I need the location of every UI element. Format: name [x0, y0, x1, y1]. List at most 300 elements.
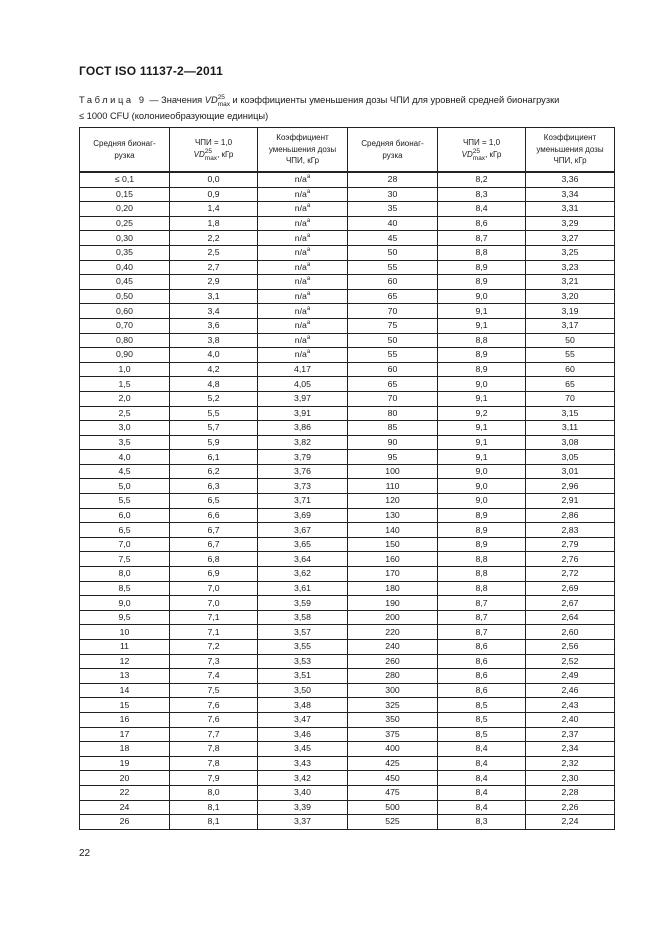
table-cell: 3,62	[258, 567, 348, 582]
table-row	[80, 683, 615, 698]
footnote-mark: a	[306, 349, 311, 356]
table-row	[80, 537, 615, 552]
table-cell: 3,71	[258, 494, 348, 509]
table-row	[80, 245, 615, 260]
table-row	[80, 712, 615, 727]
table-cell: 8,4	[438, 800, 526, 815]
table-cell: 5,2	[170, 391, 258, 406]
document-header: ГОСТ ISO 11137-2—2011	[79, 64, 223, 78]
table-cell: 8,5	[438, 727, 526, 742]
table-cell: 8,9	[438, 260, 526, 275]
table-cell: 90	[348, 435, 438, 450]
table-cell: 180	[348, 581, 438, 596]
table-cell: 3,27	[526, 231, 615, 246]
table-cell: 2,83	[526, 523, 615, 538]
table-cell: 16	[80, 712, 170, 727]
table-cell: 5,9	[170, 435, 258, 450]
table-cell: 2,52	[526, 654, 615, 669]
table-cell: 3,65	[258, 537, 348, 552]
header-vd-max: ЧПИ = 1,0 VD 25 max , кГр	[170, 128, 258, 173]
table-cell: 70	[348, 391, 438, 406]
table-cell: 4,05	[258, 377, 348, 392]
table-cell: 3,0	[80, 421, 170, 436]
table-cell: 3,43	[258, 756, 348, 771]
table-cell: 9,0	[80, 596, 170, 611]
table-cell: 2,5	[170, 245, 258, 260]
table-cell: 17	[80, 727, 170, 742]
table-cell: 2,46	[526, 683, 615, 698]
table-cell: 7,6	[170, 698, 258, 713]
table-cell: 3,59	[258, 596, 348, 611]
table-cell: 8,3	[438, 815, 526, 830]
table-cell: 3,6	[170, 318, 258, 333]
table-cell: 400	[348, 742, 438, 757]
table-cell: n/a$^a$	[258, 187, 348, 202]
table-cell: 3,67	[258, 523, 348, 538]
table-cell: 0,45	[80, 275, 170, 290]
table-cell: 1,0	[80, 362, 170, 377]
table-cell: n/a$^a$	[258, 231, 348, 246]
table-cell: 8,1	[170, 815, 258, 830]
table-cell: 7,5	[170, 683, 258, 698]
table-cell: 190	[348, 596, 438, 611]
table-cell: 150	[348, 537, 438, 552]
table-cell: 3,46	[258, 727, 348, 742]
table-cell: 9,1	[438, 304, 526, 319]
caption-text-after: и коэффициенты уменьшения дозы ЧПИ для уровней средней бионагрузки	[229, 95, 560, 105]
table-row	[80, 216, 615, 231]
table-cell: 55	[348, 348, 438, 363]
table-cell: 3,01	[526, 464, 615, 479]
table-cell: 5,0	[80, 479, 170, 494]
table-cell: 2,9	[170, 275, 258, 290]
footnote-mark: a	[306, 261, 311, 268]
table-body	[80, 172, 615, 829]
table-cell: 60	[348, 275, 438, 290]
table-cell: 50	[348, 333, 438, 348]
table-cell: 9,1	[438, 318, 526, 333]
table-cell: 3,69	[258, 508, 348, 523]
table-row	[80, 348, 615, 363]
table-cell: 325	[348, 698, 438, 713]
table-cell: 280	[348, 669, 438, 684]
table-cell: 7,0	[170, 596, 258, 611]
table-cell: 2,96	[526, 479, 615, 494]
table-row	[80, 289, 615, 304]
table-cell: 3,23	[526, 260, 615, 275]
caption-text-before: Значения	[161, 95, 205, 105]
table-cell: 9,5	[80, 610, 170, 625]
table-cell: 3,73	[258, 479, 348, 494]
table-cell: 3,53	[258, 654, 348, 669]
table-cell: 3,21	[526, 275, 615, 290]
table-cell: 0,0	[170, 172, 258, 187]
table-cell: n/a$^a$	[258, 202, 348, 217]
table-cell: 7,4	[170, 669, 258, 684]
table-row	[80, 669, 615, 684]
table-cell: 8,6	[438, 669, 526, 684]
table-cell: 3,05	[526, 450, 615, 465]
table-cell: 4,2	[170, 362, 258, 377]
table-row	[80, 610, 615, 625]
table-cell: 3,51	[258, 669, 348, 684]
table-cell: 120	[348, 494, 438, 509]
table-cell: 8,7	[438, 596, 526, 611]
table-cell: 2,26	[526, 800, 615, 815]
table-cell: 2,60	[526, 625, 615, 640]
table-cell: 500	[348, 800, 438, 815]
table-cell: 525	[348, 815, 438, 830]
caption-line2: ≤ 1000 CFU (колониеобразующие единицы)	[79, 111, 269, 121]
table-cell: 425	[348, 756, 438, 771]
table-row	[80, 318, 615, 333]
table-cell: 28	[348, 172, 438, 187]
table-cell: 18	[80, 742, 170, 757]
table-cell: 300	[348, 683, 438, 698]
page-number: 22	[79, 848, 91, 859]
table-cell: 170	[348, 567, 438, 582]
header-bioburden-2: Средняя бионаг-рузка	[348, 128, 438, 173]
table-row	[80, 581, 615, 596]
table-cell: 8,8	[438, 567, 526, 582]
footnote-mark: a	[306, 189, 311, 195]
table-cell: n/a$^a$	[258, 245, 348, 260]
table-row	[80, 202, 615, 217]
table-cell: 30	[348, 187, 438, 202]
table-cell: n/a$^a$	[258, 216, 348, 231]
table-cell: 0,90	[80, 348, 170, 363]
table-row	[80, 435, 615, 450]
table-cell: 35	[348, 202, 438, 217]
table-cell: 3,34	[526, 187, 615, 202]
table-cell: 8,8	[438, 245, 526, 260]
table-row	[80, 479, 615, 494]
table-cell: 2,64	[526, 610, 615, 625]
footnote-mark: a	[306, 276, 311, 283]
table-row	[80, 362, 615, 377]
table-cell: 375	[348, 727, 438, 742]
table-cell: 2,69	[526, 581, 615, 596]
table-cell: 0,80	[80, 333, 170, 348]
table-cell: 8,0	[170, 785, 258, 800]
table-cell: 8,1	[170, 800, 258, 815]
table-cell: 50	[348, 245, 438, 260]
table-cell: 3,48	[258, 698, 348, 713]
table-row	[80, 654, 615, 669]
table-cell: n/a$^a$	[258, 275, 348, 290]
table-cell: 2,76	[526, 552, 615, 567]
footnote-mark: a	[306, 174, 311, 181]
caption-vd-sup: 25	[217, 93, 225, 101]
table-cell: 3,19	[526, 304, 615, 319]
table-cell: 2,67	[526, 596, 615, 611]
table-cell: 3,29	[526, 216, 615, 231]
table-cell: n/a$^a$	[258, 348, 348, 363]
table-cell: 3,4	[170, 304, 258, 319]
table-cell: 6,8	[170, 552, 258, 567]
table-row	[80, 800, 615, 815]
footnote-mark: a	[306, 320, 311, 327]
table-row	[80, 377, 615, 392]
table-cell: 5,7	[170, 421, 258, 436]
table-cell: 8,8	[438, 552, 526, 567]
table-cell: 9,0	[438, 464, 526, 479]
table-cell: 4,17	[258, 362, 348, 377]
table-cell: 55	[526, 348, 615, 363]
table-cell: 3,79	[258, 450, 348, 465]
table-cell: 8,7	[438, 231, 526, 246]
footnote-mark: a	[306, 334, 311, 341]
table-cell: 8,6	[438, 654, 526, 669]
table-row	[80, 391, 615, 406]
table-caption	[79, 92, 614, 124]
table-cell: 8,6	[438, 216, 526, 231]
table-cell: 3,55	[258, 640, 348, 655]
table-cell: 4,5	[80, 464, 170, 479]
table-cell: 9,0	[438, 479, 526, 494]
table-cell: 9,0	[438, 494, 526, 509]
table-cell: 26	[80, 815, 170, 830]
footnote-mark: a	[306, 247, 311, 254]
table-cell: 8,4	[438, 202, 526, 217]
header-dose-factor: Коэффициент уменьшения дозы ЧПИ, кГр	[258, 128, 348, 173]
table-cell: 70	[526, 391, 615, 406]
caption-vd-sub: max	[217, 100, 230, 108]
table-cell: 3,42	[258, 771, 348, 786]
table-cell: 9,0	[438, 289, 526, 304]
table-cell: 45	[348, 231, 438, 246]
table-cell: 3,40	[258, 785, 348, 800]
table-cell: 8,5	[438, 698, 526, 713]
table-cell: 0,25	[80, 216, 170, 231]
table-row	[80, 421, 615, 436]
table-row	[80, 187, 615, 202]
table-cell: 3,11	[526, 421, 615, 436]
table-cell: 2,37	[526, 727, 615, 742]
table-cell: 3,47	[258, 712, 348, 727]
table-row	[80, 231, 615, 246]
table-cell: 8,5	[438, 712, 526, 727]
table-cell: 7,5	[80, 552, 170, 567]
table-cell: 9,1	[438, 391, 526, 406]
table-cell: 12	[80, 654, 170, 669]
table-cell: 8,7	[438, 610, 526, 625]
table-cell: 14	[80, 683, 170, 698]
footnote-mark: a	[306, 232, 311, 239]
table-cell: 3,08	[526, 435, 615, 450]
table-cell: 3,50	[258, 683, 348, 698]
table-cell: 0,35	[80, 245, 170, 260]
table-cell: 1,5	[80, 377, 170, 392]
table-cell: 4,8	[170, 377, 258, 392]
table-cell: 2,86	[526, 508, 615, 523]
data-table	[79, 127, 615, 830]
table-cell: 2,30	[526, 771, 615, 786]
table-row	[80, 698, 615, 713]
table-cell: 350	[348, 712, 438, 727]
table-cell: 2,0	[80, 391, 170, 406]
table-cell: 8,9	[438, 348, 526, 363]
table-cell: 1,8	[170, 216, 258, 231]
table-cell: 8,8	[438, 333, 526, 348]
table-cell: 3,57	[258, 625, 348, 640]
table-cell: 100	[348, 464, 438, 479]
table-cell: 140	[348, 523, 438, 538]
table-cell: 475	[348, 785, 438, 800]
table-cell: 7,9	[170, 771, 258, 786]
table-cell: 8,6	[438, 683, 526, 698]
table-cell: 8,7	[438, 625, 526, 640]
table-cell: 6,5	[170, 494, 258, 509]
table-cell: 6,7	[170, 537, 258, 552]
table-cell: 0,70	[80, 318, 170, 333]
table-cell: 8,8	[438, 581, 526, 596]
table-row	[80, 640, 615, 655]
table-cell: 3,39	[258, 800, 348, 815]
table-row	[80, 727, 615, 742]
table-cell: 3,31	[526, 202, 615, 217]
table-cell: 110	[348, 479, 438, 494]
table-cell: 0,60	[80, 304, 170, 319]
table-cell: 10	[80, 625, 170, 640]
table-cell: 8,4	[438, 756, 526, 771]
table-cell: 0,15	[80, 187, 170, 202]
table-cell: 3,5	[80, 435, 170, 450]
table-cell: 3,25	[526, 245, 615, 260]
table-cell: 240	[348, 640, 438, 655]
table-cell: 7,1	[170, 610, 258, 625]
footnote-mark: a	[306, 291, 311, 298]
table-cell: 7,7	[170, 727, 258, 742]
table-cell: 8,9	[438, 537, 526, 552]
table-row	[80, 742, 615, 757]
table-cell: ≤ 0,1	[80, 172, 170, 187]
table-cell: 2,49	[526, 669, 615, 684]
table-cell: 55	[348, 260, 438, 275]
table-cell: 80	[348, 406, 438, 421]
table-cell: 60	[348, 362, 438, 377]
table-cell: 0,40	[80, 260, 170, 275]
table-cell: 70	[348, 304, 438, 319]
table-cell: 24	[80, 800, 170, 815]
table-cell: 1,4	[170, 202, 258, 217]
table-cell: 3,97	[258, 391, 348, 406]
table-cell: 9,0	[438, 377, 526, 392]
table-cell: 160	[348, 552, 438, 567]
table-cell: n/a$^a$	[258, 304, 348, 319]
table-row	[80, 450, 615, 465]
table-cell: 0,50	[80, 289, 170, 304]
table-row	[80, 756, 615, 771]
table-cell: n/a$^a$	[258, 172, 348, 187]
table-cell: 8,0	[80, 567, 170, 582]
table-cell: 450	[348, 771, 438, 786]
table-cell: 6,2	[170, 464, 258, 479]
table-cell: 0,30	[80, 231, 170, 246]
table-row	[80, 260, 615, 275]
table-cell: 3,15	[526, 406, 615, 421]
table-cell: 6,7	[170, 523, 258, 538]
table-cell: 3,36	[526, 172, 615, 187]
table-cell: 8,3	[438, 187, 526, 202]
table-row	[80, 304, 615, 319]
table-cell: 3,8	[170, 333, 258, 348]
table-cell: 19	[80, 756, 170, 771]
table-cell: 8,9	[438, 508, 526, 523]
table-cell: 5,5	[80, 494, 170, 509]
table-cell: n/a$^a$	[258, 289, 348, 304]
table-row	[80, 625, 615, 640]
table-row	[80, 333, 615, 348]
table-cell: 20	[80, 771, 170, 786]
table-cell: 2,28	[526, 785, 615, 800]
table-cell: 130	[348, 508, 438, 523]
table-row	[80, 523, 615, 538]
table-cell: 6,1	[170, 450, 258, 465]
table-cell: 9,2	[438, 406, 526, 421]
table-cell: 8,4	[438, 771, 526, 786]
table-row	[80, 552, 615, 567]
caption-dash: —	[146, 95, 162, 105]
table-cell: 2,2	[170, 231, 258, 246]
table-cell: 9,1	[438, 450, 526, 465]
table-cell: 5,5	[170, 406, 258, 421]
table-cell: 7,8	[170, 756, 258, 771]
table-cell: n/a$^a$	[258, 260, 348, 275]
table-row	[80, 815, 615, 830]
table-row	[80, 771, 615, 786]
table-cell: 3,45	[258, 742, 348, 757]
table-cell: 40	[348, 216, 438, 231]
table-cell: 9,1	[438, 435, 526, 450]
table-cell: 3,1	[170, 289, 258, 304]
table-row	[80, 464, 615, 479]
table-cell: 50	[526, 333, 615, 348]
table-cell: 6,9	[170, 567, 258, 582]
table-cell: 6,3	[170, 479, 258, 494]
header-dose-factor-2: Коэффициент уменьшения дозы ЧПИ, кГр	[526, 128, 615, 173]
table-cell: 3,91	[258, 406, 348, 421]
table-row	[80, 406, 615, 421]
table-row	[80, 275, 615, 290]
table-cell: 7,0	[170, 581, 258, 596]
table-cell: 8,9	[438, 275, 526, 290]
table-cell: 9,1	[438, 421, 526, 436]
table-cell: 15	[80, 698, 170, 713]
table-cell: 2,79	[526, 537, 615, 552]
table-cell: 0,9	[170, 187, 258, 202]
table-cell: 2,43	[526, 698, 615, 713]
table-cell: 85	[348, 421, 438, 436]
table-cell: 0,20	[80, 202, 170, 217]
table-cell: 95	[348, 450, 438, 465]
caption-vd-symbol: VD	[204, 95, 218, 105]
table-cell: 260	[348, 654, 438, 669]
table-row	[80, 596, 615, 611]
table-cell: 200	[348, 610, 438, 625]
table-cell: 2,32	[526, 756, 615, 771]
table-cell: 3,64	[258, 552, 348, 567]
table-cell: 7,2	[170, 640, 258, 655]
table-cell: 2,34	[526, 742, 615, 757]
table-cell: 7,3	[170, 654, 258, 669]
table-row	[80, 172, 615, 187]
footnote-mark: a	[306, 218, 311, 225]
footnote-mark: a	[306, 305, 311, 312]
table-cell: 6,6	[170, 508, 258, 523]
table-cell: 13	[80, 669, 170, 684]
table-cell: 3,58	[258, 610, 348, 625]
